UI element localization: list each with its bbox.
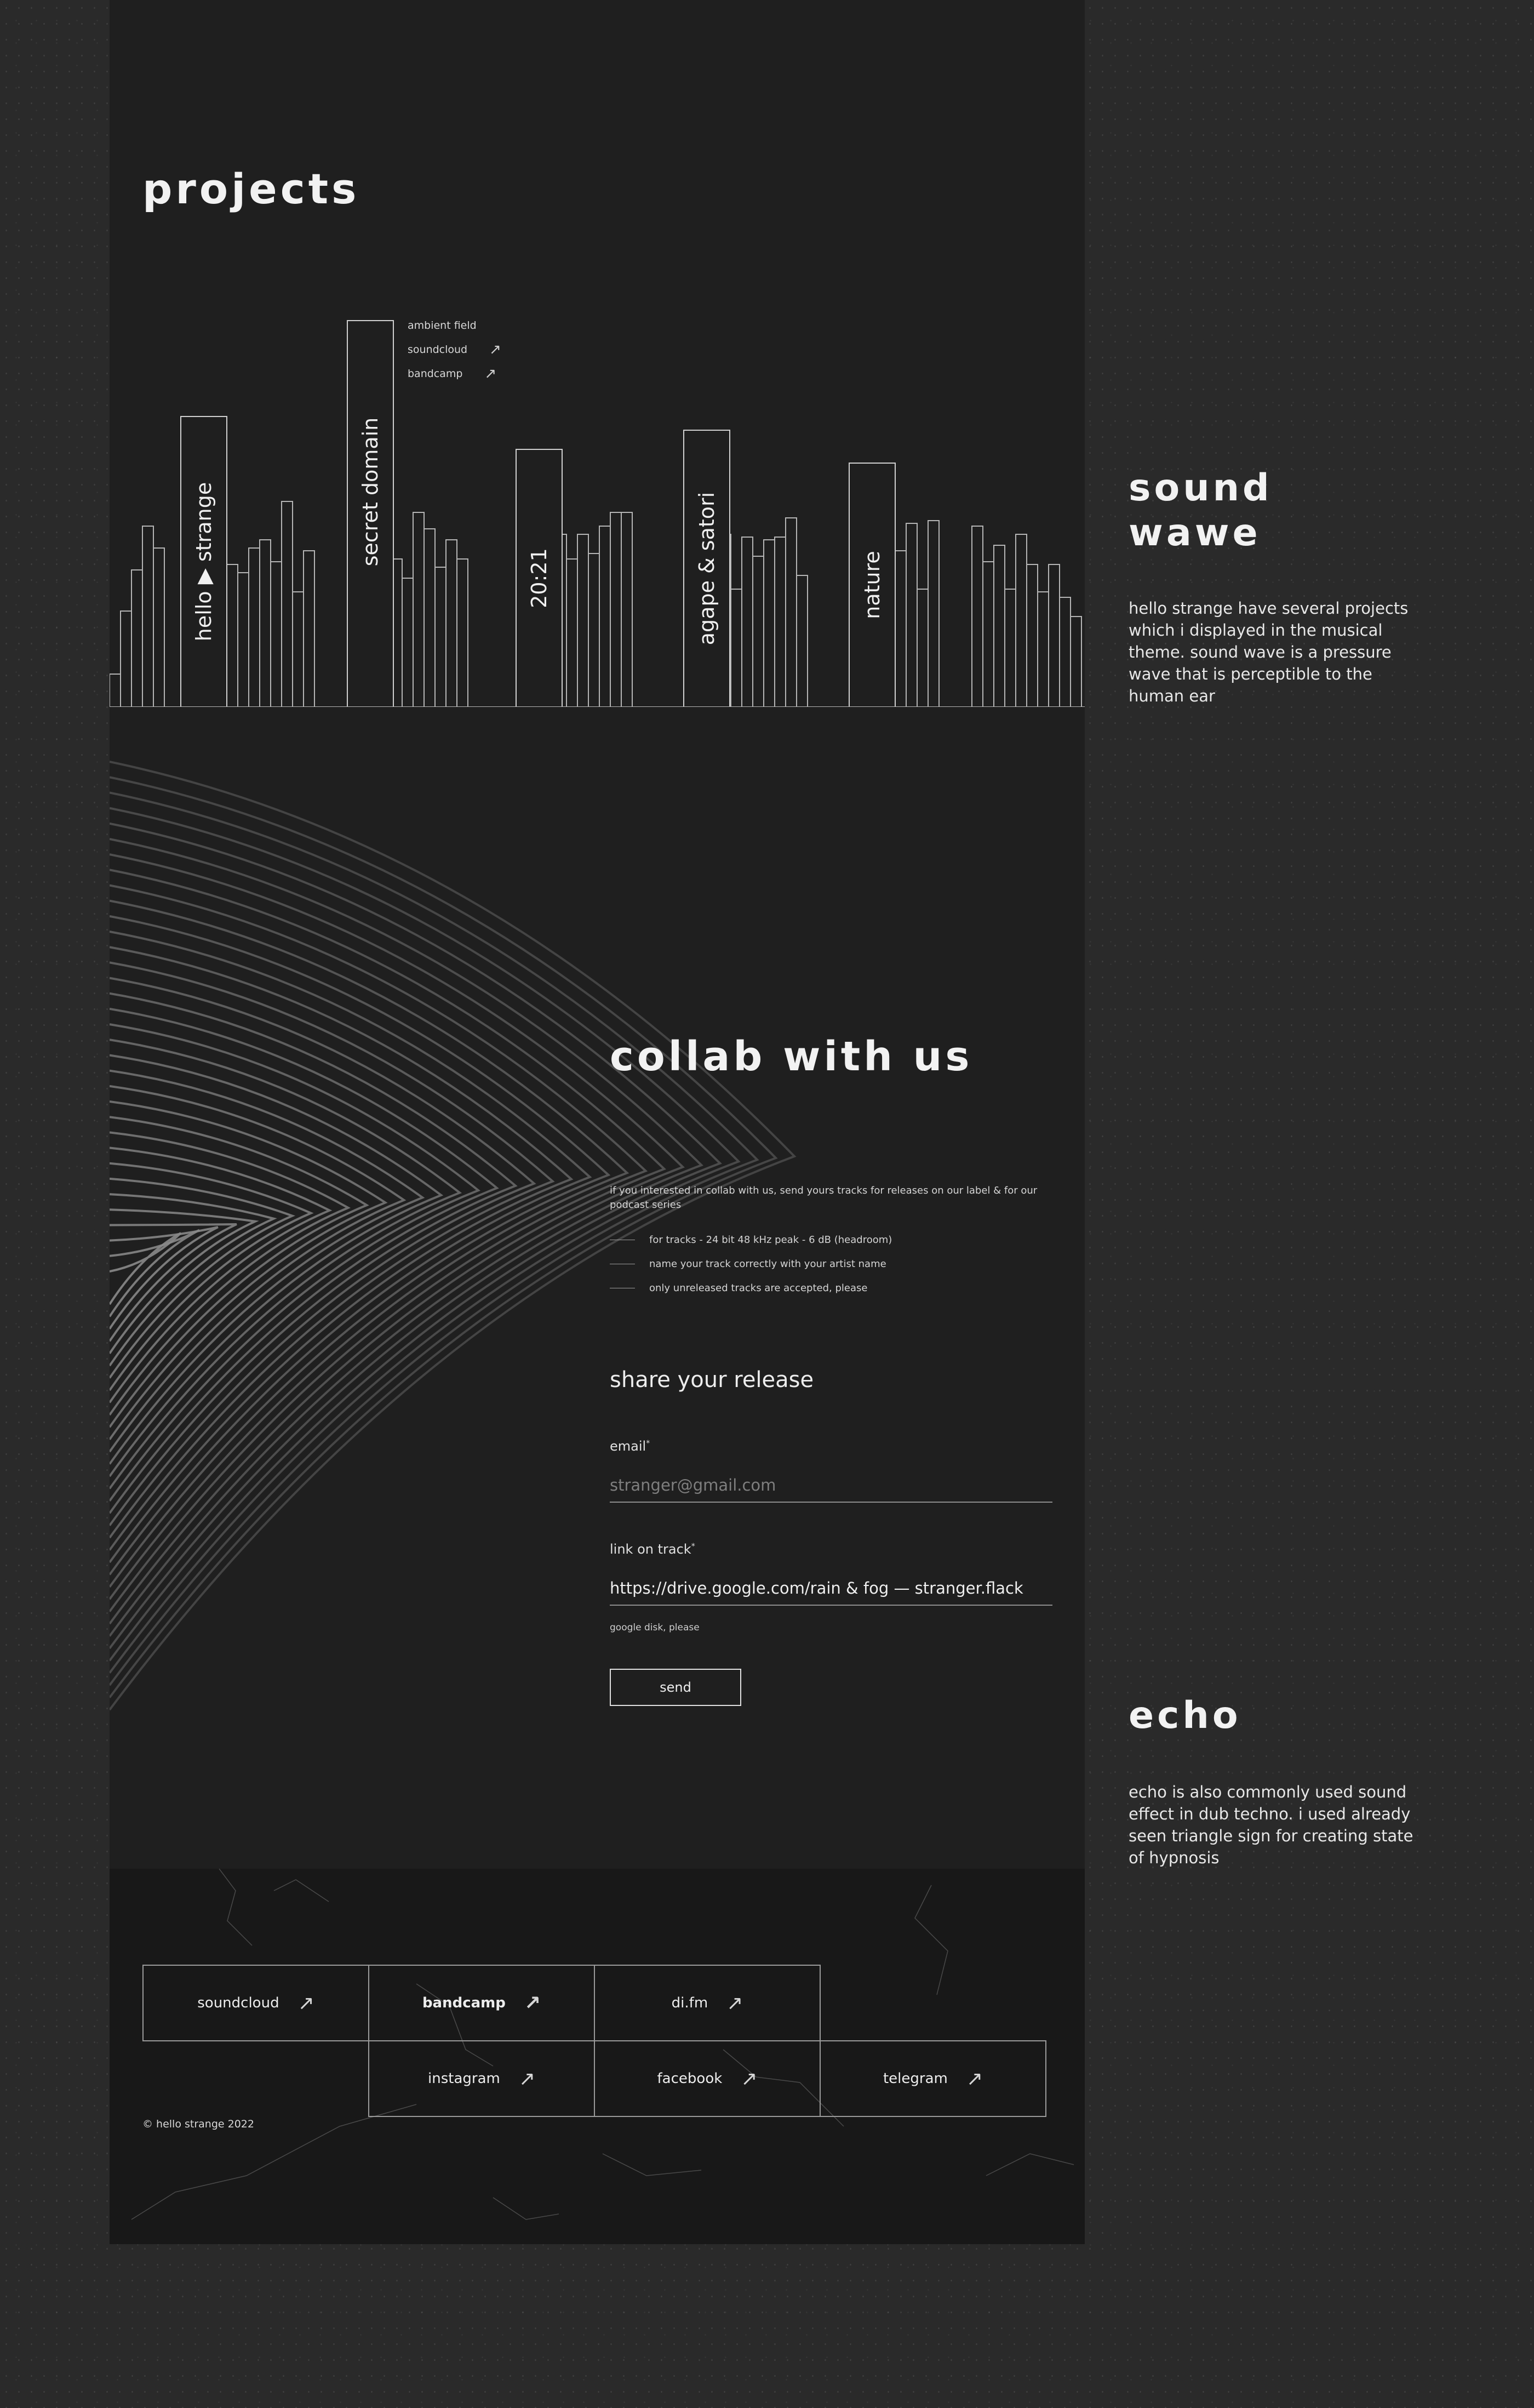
equalizer-bar xyxy=(917,589,928,707)
equalizer-bar xyxy=(424,529,435,707)
project-link-soundcloud[interactable] xyxy=(408,338,501,362)
email-label-text: email xyxy=(610,1439,646,1454)
project-bar-label[interactable]: nature xyxy=(860,551,884,619)
required-mark: * xyxy=(691,1542,695,1551)
equalizer-bar xyxy=(1060,597,1071,707)
project-link-label: bandcamp xyxy=(408,368,463,380)
equalizer-bar xyxy=(1016,534,1027,707)
equalizer-bar xyxy=(983,562,994,707)
equalizer-bar xyxy=(895,551,906,707)
crack-line xyxy=(986,2154,1074,2176)
arrow-up-right-icon: ↗ xyxy=(484,366,497,382)
share-release-title: share your release xyxy=(610,1367,814,1393)
equalizer-bar xyxy=(131,570,142,707)
footer-link-telegram[interactable] xyxy=(820,2040,1046,2117)
echo-text: echo is also commonly used sound effect in dub techno. i used already seen triangle sign for creating state of hypnosis xyxy=(1129,1783,1413,1867)
crack-line xyxy=(915,1885,948,1995)
equalizer-bar xyxy=(786,518,797,707)
footer-link-label: telegram xyxy=(883,2070,948,2087)
sound-wave-title-line: wawe xyxy=(1129,511,1261,555)
collab-title: collab with us xyxy=(610,1033,973,1080)
collab-intro: if you interested in collab with us, send yours tracks for releases on our label & for our podcast series xyxy=(610,1185,1038,1211)
link-hint: google disk, please xyxy=(610,1622,700,1633)
equalizer-bar xyxy=(588,554,599,707)
equalizer-bar xyxy=(599,526,610,707)
equalizer-bar xyxy=(566,559,577,707)
footer-link-label: bandcamp xyxy=(422,1995,506,2011)
copyright: © hello strange 2022 xyxy=(142,2118,254,2130)
equalizer-bar xyxy=(110,674,121,707)
equalizer-bar xyxy=(797,575,808,707)
equalizer-bar xyxy=(753,556,764,707)
project-bar-label[interactable]: secret domain xyxy=(358,417,382,567)
footer-link-soundcloud[interactable] xyxy=(142,1965,369,2041)
footer-link-label: soundcloud xyxy=(197,1995,279,2011)
equalizer-bar xyxy=(227,564,238,707)
equalizer-bar xyxy=(293,592,304,707)
project-genre: ambient field xyxy=(408,319,477,332)
footer-link-label: facebook xyxy=(657,2070,723,2087)
list-item xyxy=(610,1276,892,1300)
footer-link-label: di.fm xyxy=(671,1995,708,2011)
equalizer-bar xyxy=(304,551,314,707)
echo-title: echo xyxy=(1129,1694,1241,1737)
main-panel xyxy=(110,0,1085,1869)
equalizer-bar xyxy=(972,526,983,707)
track-link-field[interactable] xyxy=(610,1572,1052,1606)
equalizer-bar xyxy=(260,540,271,707)
equalizer-bar xyxy=(402,578,413,707)
equalizer-bar xyxy=(142,526,153,707)
project-bar-label[interactable]: 20:21 xyxy=(527,548,551,608)
equalizer-bar xyxy=(249,548,260,707)
equalizer-bar xyxy=(1027,564,1038,707)
footer-link-difm[interactable] xyxy=(594,1965,821,2041)
equalizer-bar xyxy=(928,521,939,707)
equalizer-bar xyxy=(271,562,282,707)
equalizer-bar xyxy=(764,540,775,707)
equalizer-bar xyxy=(577,534,588,707)
link-label xyxy=(610,1542,695,1557)
arrow-up-right-icon: ↗ xyxy=(966,2067,983,2090)
footer-link-instagram[interactable] xyxy=(368,2040,595,2117)
equalizer-bar xyxy=(435,567,446,707)
requirement-text: for tracks - 24 bit 48 kHz peak - 6 dB (headroom) xyxy=(649,1234,892,1246)
equalizer-bar xyxy=(731,589,742,707)
project-bar-label[interactable]: hello ▶ strange xyxy=(192,482,216,642)
sound-wave-title xyxy=(1129,466,1273,556)
equalizer-bar xyxy=(1038,592,1049,707)
equalizer-bar xyxy=(1005,589,1016,707)
arrow-up-right-icon: ↗ xyxy=(741,2067,758,2090)
crack-line xyxy=(603,2154,701,2176)
equalizer-bar xyxy=(457,559,468,707)
requirement-text: only unreleased tracks are accepted, please xyxy=(649,1282,868,1294)
list-item xyxy=(610,1252,892,1276)
footer-link-label: instagram xyxy=(428,2070,500,2087)
equalizer-bar xyxy=(121,611,131,707)
requirements-list xyxy=(610,1228,892,1300)
requirement-text: name your track correctly with your artist name xyxy=(649,1258,886,1270)
footer-link-bandcamp[interactable] xyxy=(368,1965,595,2041)
arrow-up-right-icon: ↗ xyxy=(524,1992,541,2015)
equalizer-bar xyxy=(775,537,786,707)
projects-equalizer xyxy=(110,301,1085,707)
equalizer-bar xyxy=(906,523,917,707)
send-button[interactable]: send xyxy=(610,1669,741,1706)
equalizer-bar xyxy=(1049,564,1060,707)
crack-line xyxy=(493,2198,559,2219)
arrow-up-right-icon: ↗ xyxy=(297,1992,314,2015)
list-item xyxy=(610,1228,892,1252)
project-popup xyxy=(408,313,501,386)
footer-link-facebook[interactable] xyxy=(594,2040,821,2117)
project-link-bandcamp[interactable] xyxy=(408,362,501,386)
project-link-label: soundcloud xyxy=(408,344,468,356)
link-label-text: link on track xyxy=(610,1542,691,1557)
project-bar-label[interactable]: agape & satori xyxy=(695,492,719,646)
equalizer-bar xyxy=(621,512,632,707)
sound-wave-title-line: sound xyxy=(1129,466,1273,510)
triangle-line xyxy=(110,1227,218,1329)
email-field[interactable] xyxy=(610,1469,1052,1503)
crack-line xyxy=(219,1869,252,1945)
equalizer-bar xyxy=(238,573,249,707)
crack-line xyxy=(274,1880,329,1902)
email-label xyxy=(610,1439,650,1454)
arrow-up-right-icon: ↗ xyxy=(518,2067,535,2090)
equalizer-bar xyxy=(742,537,753,707)
equalizer-bar xyxy=(153,548,164,707)
equalizer-bar xyxy=(1071,617,1081,707)
equalizer-bar xyxy=(282,501,293,707)
triangle-line xyxy=(110,962,553,1550)
equalizer-bar xyxy=(610,512,621,707)
projects-title: projects xyxy=(142,164,360,213)
arrow-up-right-icon: ↗ xyxy=(489,341,501,358)
footer xyxy=(110,1869,1085,2244)
required-mark: * xyxy=(646,1439,650,1448)
sound-wave-text: hello strange have several projects which i displayed in the musical theme. sound wave is a pressure wave that is perceptible to the human ear xyxy=(1129,599,1409,705)
equalizer-bar xyxy=(413,512,424,707)
equalizer-bar xyxy=(446,540,457,707)
arrow-up-right-icon: ↗ xyxy=(726,1992,743,2015)
equalizer-bar xyxy=(994,545,1005,707)
